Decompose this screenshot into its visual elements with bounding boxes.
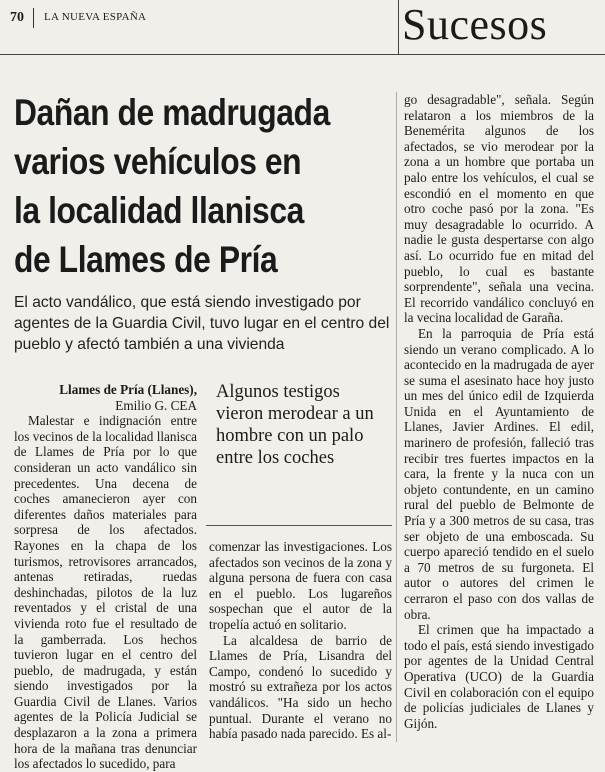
body-paragraph: La alcaldesa de barrio de Llames de Pría, Lisandra del Campo, condenó lo sucedido y mostró su extrañeza por los actos vandálicos. "Ha sido un hecho puntual. Durante el verano no había pasado nada parecido. Es al- <box>209 632 392 742</box>
headline-line: varios vehículos en <box>14 141 302 182</box>
headline <box>14 88 341 284</box>
header-separator <box>33 8 34 28</box>
body-column-2 <box>209 539 392 742</box>
byline-author: Emilio G. CEA <box>115 397 197 413</box>
body-column-1 <box>14 382 197 772</box>
pull-quote: Algunos testigos vieron merodear a un hombre con un palo entre los coches <box>216 382 374 468</box>
header-rule <box>0 54 605 55</box>
headline-line: Dañan de madrugada <box>14 92 330 133</box>
section-title: Sucesos <box>402 0 548 49</box>
body-paragraph: Malestar e indignación entre los vecinos de la localidad llanisca de Llames de Pría por lo que consideran un acto vandálico sin precedentes. Una decena de coches amanecieron ayer con diferentes daños materiales para sorpresa de los afectados. Rayones en la chapa de los turismos, retrovisores arrancados, antenas retiradas, ruedas deshinchadas, pilotos de la luz reventados y el cristal de una vivienda roto fue el resultado de la gamberrada. Los hechos tuvieron lugar en el centro del pueblo, de madrugada, y están siendo investigados por la Guardia Civil de Llanes. Varios agentes de la Policía Judicial se desplazaron a la zona a primera hora de la mañana tras denunciar los afectados lo sucedido, para <box>14 413 197 772</box>
body-paragraph: El crimen que ha impactado a todo el país, está siendo investigado por agentes de la Unidad Central Operativa (UCO) de la Guardia Civil en colaboración con el equipo de policías judiciales de Llanes y Gijón. <box>404 622 594 731</box>
column-rule <box>396 92 397 742</box>
page-number: 70 <box>10 10 24 25</box>
pull-quote-rule <box>206 525 392 526</box>
body-paragraph: En la parroquia de Pría está siendo un verano complicado. A lo acontecido en la madrugada de ayer se suma el asesinato hace hoy justo un mes del único edil de Izquierda Unida en el Ayuntamiento de Llanes, Javier Ardines. El edil, marinero de profesión, falleció tras recibir tres fuertes impactos en la cara, la frente y la nuca con un objeto contundente, en un camino rural del pueblo de Belmonte de Pría y a 300 metros de su casa, tras ser objeto de una emboscada. Su cuerpo apareció tendido en el suelo a 70 metros de su furgoneta. El autor o autores del crimen le cerraron el paso con dos vallas de obra. <box>404 325 594 622</box>
headline-line: de Llames de Pría <box>14 239 278 280</box>
headline-line: la localidad llanisca <box>14 190 304 231</box>
byline-place: Llames de Pría (Llanes), <box>59 382 197 397</box>
body-column-3 <box>404 92 594 731</box>
body-paragraph: comenzar las investigaciones. Los afectados son vecinos de la zona y alguna persona de fuera con casa en el pueblo. Los lugareños sospechan que el autor de la tropelía actuó en solitario. <box>209 539 392 632</box>
body-paragraph: go desagradable", señala. Según relataron a los miembros de la Benemérita algunos de los afectados, se vio merodear por la zona a un hombre que portaba un palo entre los vehículos, el cual se escondió en el momento en que otro coche pasó por la zona. "Es muy desagradable lo ocurrido. A nadie le gusta despertarse con algo así. Lo ocurrido fue en mitad del pueblo, lo cual es bastante sorprendente", señala una vecina. El recorrido vandálico concluyó en la vecina localidad de Garaña. <box>404 92 594 326</box>
publication-name: LA NUEVA ESPAÑA <box>44 11 147 23</box>
subheadline: El acto vandálico, que está siendo investigado por agentes de la Guardia Civil, tuvo lugar en el centro del pueblo y afectó también a una vivienda <box>14 294 390 353</box>
section-divider <box>398 0 399 54</box>
